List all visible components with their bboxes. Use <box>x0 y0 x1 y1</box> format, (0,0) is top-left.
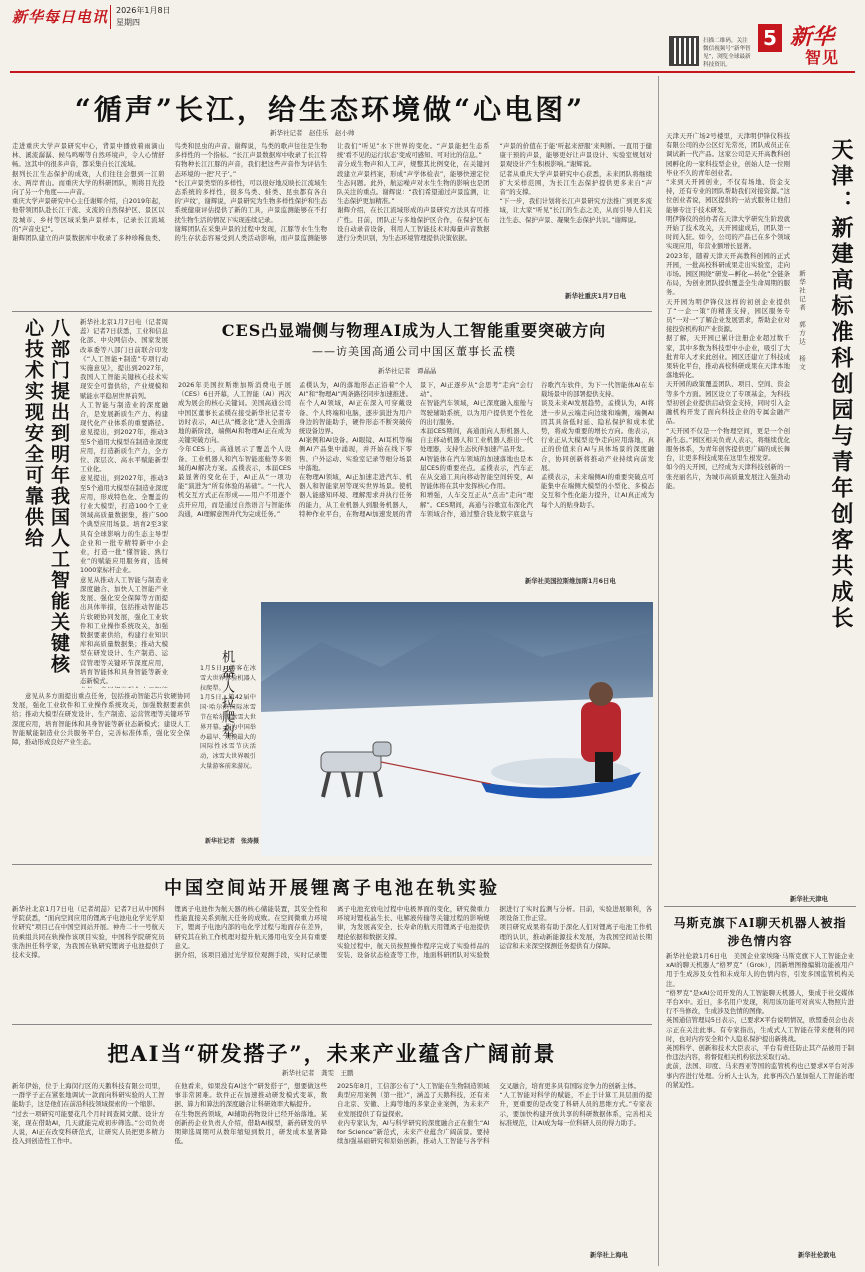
ai-dateline: 新华社上海电 <box>590 1252 628 1259</box>
divider <box>12 311 652 312</box>
section-name: 智见 <box>805 48 840 67</box>
musk-dateline: 新华社伦敦电 <box>798 1252 836 1259</box>
tianjin-dateline: 新华社天津电 <box>790 896 828 903</box>
divider <box>12 864 652 865</box>
masthead <box>0 0 865 70</box>
policy-body: 新华社北京1月7日电（记者周蕊）记者7日获悉，工业和信息化部、中央网信办、国家发展改革委等八部门日前联合印发《“人工智能+制造”专项行动实施意见》，提出到2027年，我国人工智能关键核心技术实现安全可靠供给，产业规模和赋能水平稳居世界前列。 人工智能与制造业的深度融合，是发展新质生产力、构建现代化产业体系的重要路径。意见提出，到2027年，推动3至5个通用大模型在制造业深度应用，打造新质生产力，全方位、深层次、高水平赋能新型工业化。 意见提出，到2027年，推动3至5个通用大模型在制造业深度应用，形成特色化、全覆盖的行业大模型，打造100个工业领域高质量数据集，推广500个典型应用场景。培育2至3家具有全球影响力的生态主导型企业和一批专精特新中小企业，打造一批“懂智能、熟行业”的赋能应用服务商，选树1000家标杆企业。 意见从推动人工智能与制造业深度融合、加快人工智能产业发展、强化安全保障等方面提出具体举措，包括推动智能芯片软硬协同发展，强化工业软件和工业操作系统攻关，加强数据要素供给，构建行业知识库和高质量数据集；推动大模型在研发设计、生产制造、运营管理等关键环节深度应用，培育智能体和具身智能等新业态新模式。 <box>80 318 168 685</box>
brand-logo: 新华 <box>790 24 835 50</box>
musk-headline: 马斯克旗下AI聊天机器人被指涉色情内容 <box>673 916 847 948</box>
qr-note: 扫描二维码，关注微信视频号“新华智见”，浏览全球最新科技资讯。 <box>703 38 751 68</box>
lead-body: 走进重庆大学声景研究中心，背景中播放着雨滴山林、溪流潺潺、候鸟鸣啭等自然环境声，令人心情舒畅。这其中的很多声音，都采集自长江流域。 据列长江生态保护的成效，人们往往会想到一江碧水、两岸青山。而重庆大学的科研团队，则将目光投向了另一个角度——声音。 重庆大学声景研究中心主任谢辉介绍，自2019年起，他带领团队赴长江干流、支流的自然保护区、景区以及城市、乡村等区域采集声景样本，记录长江流域的“声音史记”。 谢辉团队建立的声景数据库中收录了多种珍稀鱼类、鸟类和昆虫的声音。谢辉说，鸟类的歌声往往是生物多样性的一个指标。“长江声景数据库中收录了长江特有物种长江江豚的声音，我们把这些声音作为评估生态环境的一把‘尺子’。” “长江声景类型的多样性，可以很好地反映长江流域生态系统的多样性，很多鸟类、蛙类、昆虫都有各自的‘声纹’，谢辉说，声景研究为生物多样性保护和生态系统健康评估提供了新的工具，声景监测能够在不打扰生物生活的情况下实现连续记录。 谢辉团队在采集声景的过程中发现，江豚等水生生物的生存状态容易受到人类活动影响，而声景监测能够让我们“听见”水下世界的变化。“声景能把生态系统‘看不见的运行状态’变成可感知、可对比的信息。” 音分成生物声和人工声，规整其比例变化，在关键河段建立声景档案，形成“声学体检表”，能够快速定位生态问题。此外，航运噪声对水生生物的影响也是团队关注的重点。谢辉说：“我们希望通过声景监测，让生态保护更加精准。” 谢辉介绍，在长江流域形成的声景研究方法具有可推广性。目前，团队正与多地保护区合作，在保护区布设自动录音设备，利用人工智能技术对海量声音数据进行分类识别，为生态环境管理提供决策依据。 “声景的价值在于能‘听起来舒服’来判断。一直用于健康干预的声景，能够更好让声景设计、实验室规划对景观设计产生积极影响。”谢辉说。 记者从重庆大学声景研究中心获悉，未来团队将继续扩大采样范围，为长江生态保护提供更多来自“声音”的支撑。 “下一步，我们计划将长江声景研究方法推广到更多流域，让大家“听见”长江的生态之美，从而引导人们关注生态、保护声景、凝聚生态保护共识。”谢辉说。 <box>12 142 652 243</box>
issue-weekday: 星期四 <box>116 18 140 27</box>
ces-headline: CES凸显端侧与物理AI成为人工智能重要突破方向 <box>221 321 607 340</box>
ai-byline: 新华社记者 龚雯 王鹏 <box>282 1069 354 1077</box>
divider <box>12 1024 652 1025</box>
robot-sled-photo <box>261 602 653 856</box>
photo-caption: 1月5日，游客在冰雪大世界体验机器人拉爬犁。 1月5日，第42届中国·哈尔滨国际冰雪节在哈尔滨冰雪大世界开幕。作为中国举办最早、规模最大的国际性冰雪节庆活动，冰雪大世界吸引大量游客前来游玩。 <box>200 665 256 770</box>
qr-code <box>669 36 699 66</box>
divider <box>664 906 856 907</box>
ces-body: 2026年美国拉斯维加斯消费电子展（CES）6日开幕，人工智能（AI）再次成为展会的核心关键词。美国高通公司中国区董事长孟樸在接受新华社记者专访时表示，AI已从“概念化”进入全面落地的新阶段，端侧AI和物理AI正在成为关键突破方向。 今年CES上，高通展示了覆盖个人设备、工业机器人和汽车智能座舱等多领域的AI解决方案。孟樸表示，本届CES最显著的变化在于，AI正从“一项功能”演进为“所有体验的基础”。“一代人机交互方式正在形成——用户不用逐个点开应用，而是通过自然语言与智能体沟通，AI理解意图并代为完成任务。” 孟樸认为，AI的落地形态正沿着“个人AI”和“物理AI”两条路径同步加速推进。在个人AI领域，AI正在深入可穿戴设备、个人终端和电脑，逐步演进为用户身边的智能助手，硬件形态不断突破传统设备边界。 AI案例和AI设备。AI眼镜、AI耳机等端侧AI产品集中涌现，并开始在线下零售、户外运动、实验室记录等细分场景中落地。 在物理AI领域，AI正加速走进汽车、机器人和智能家居等现实世界场景。使机器人能感知环境、理解需求并执行任务的能力，从工业机器人到服务机器人，特种作业平台，在物理AI加速发展的背景下，AI正逐步从“会思考”走向“会行动”。 在智能汽车领域，AI已深度融入座舱与驾驶辅助系统，以为用户提供更个性化的出行服务。 本届CES期间，高通面向人形机器人、自主移动机器人和工业机器人推出一代处理器，支持生态伙伴加速产品开发。 AI智能体在汽车领域的加速落地也是本届CES的重要亮点。孟樸表示，汽车正在从交通工具向移动智能空间转变，AI智能体将在其中发挥核心作用。 和增强，人车交互正从“点击”走向“理解”。CES期间，高通与谷歌宣布深化汽车领域合作，通过整合骁龙数字底盘与谷歌汽车软件，为下一代智能体AI在车载场景中的部署提供支持。 谈及未来AI发展趋势，孟樸认为，AI将进一步从云端走向边缘和端侧，端侧AI因其具备低时延、隐私保护和成本优势，将成为重要的增长方向。他表示，行业正从大模型竞争走向应用落地，真正的价值来自AI与具体场景的深度融合，协同创新将推动产业持续向前发展。 孟樸表示，未来端侧AI的重要突破点可能集中在端侧大模型的小型化、多模态交互和个性化能力提升，让AI真正成为每个人的贴身助手。 <box>178 381 654 518</box>
paper-name: 新华每日电讯 <box>12 8 109 26</box>
space-headline: 中国空间站开展锂离子电池在轨实验 <box>164 878 500 899</box>
policy-body-continued: 意见从多方面提出重点任务，包括推动智能芯片软硬协同发展，强化工业软件和工业操作系统攻关，加强数据要素供给；推动大模型在研发设计、生产制造、运营管理等关键环节深度应用，培育智能体和具身智能等新业态新模式；建设人工智能赋能制造业公共服务平台，完善标准体系，强化安全保障，推动形成良好产业生态。 <box>12 692 190 747</box>
ces-subheadline: ——访美国高通公司中国区董事长孟樸 <box>312 345 516 358</box>
tianjin-byline: 新华社记者 郭方达 杨文 <box>798 270 806 372</box>
photo-tag: 机器人拉爬犁 <box>219 650 234 740</box>
masthead-rule <box>10 71 855 73</box>
ces-byline: 新华社记者 谭晶晶 <box>378 367 437 375</box>
page-number-box <box>758 24 782 52</box>
tianjin-headline: 天津：新建高标准科创园与青年创客共成长 <box>828 138 854 632</box>
policy-headline: 八部门提出到明年我国人工智能关键核心技术实现安全可靠供给 <box>22 318 70 675</box>
page-number: 5 <box>763 26 777 50</box>
photo-credit: 新华社记者 张涛摄 <box>205 838 260 845</box>
lead-byline: 新华社记者 赵佳乐 赵小帅 <box>270 129 355 137</box>
space-body: 新华社北京1月7日电（记者胡喆）记者7日从中国科学院获悉，“面向空间应用的锂离子电池电化学光学原位研究”项目已在中国空间站开展。神舟二十一号航天员乘组共同在轨操作该项目实验，中国科学院研究员张浩担任科学家，为我国在轨研究锂离子电池提供了技术支撑。 锂离子电池作为航天器的核心储能装置，其安全性和性能直接关系到航天任务的成败。在空间微重力环境下，锂离子电池内部的电化学过程与地面存在差异，研究其在轨工作机理对提升航天器用电安全具有重要意义。 据介绍，该项目通过光学原位观测手段，实时记录锂离子电池充放电过程中电极界面的变化，研究微重力环境对锂枝晶生长、电解液传输等关键过程的影响规律，为发展高安全、长寿命的航天用锂离子电池提供理论依据和数据支撑。 实验过程中，航天员按照操作程序完成了实验样品的安装、设备状态检查等工作，地面科研团队对实验数据进行了实时监测与分析。目前，实验进展顺利，各项设备工作正常。 项目研究成果将有助于深化人们对锂离子电池工作机理的认识，推动新能源技术发展，为我国空间站长期运营和未来深空探测任务提供有力保障。 <box>12 905 652 960</box>
masthead-divider <box>110 5 111 29</box>
ces-dateline: 新华社美国拉斯维加斯1月6日电 <box>525 578 616 585</box>
ai-headline: 把AI当“研发搭子”，未来产业蕴含广阔前景 <box>107 1041 557 1066</box>
ai-body: 新年伊始，位于上海闵行区的天鹅科技有限公司里，一群学子正在紧张地调试一款面向科研实验的人工智能助手，这是他们在前沿科技领域探索的一个缩影。 “过去一项研究可能要花几个月时间查阅文献、设计方案，现在借助AI，几天就能完成初步筛选。”公司负责人说，AI正在改变科研范式，让研究人员把更多精力投入到创造性工作中。 在他看来，如果没有AI这个“研发搭子”，想要做这些事非常困难。软件正在加速推动研发模式变革，数据、算力和算法的深度融合让科研效率大幅提升。 在生物医药领域，AI辅助药物设计已经开始落地。某创新药企业负责人介绍，借助AI模型，新药研发的早期筛选周期可从数年缩短到数月，研发成本显著降低。 2025年8月，工信部公布了“人工智能在生物制造领域典型应用案例（第一批）”，涵盖了天鹅科技，还有来自北京、安徽、上海等地的多家企业案例，为未来产业发展提供了有益探索。 业内专家认为，AI与科学研究的深度融合正在催生“AI for Science”新范式，未来产业蕴含广阔前景。要持续加强基础研究和原始创新，推动人工智能与各学科交叉融合，培育更多具有国际竞争力的创新主体。 “人工智能对科学的赋能，不止于计算工具层面的提升，更重要的是改变了科研人员的思维方式。”专家表示，要加快构建开放共享的科研数据体系，完善相关标准规范，让AI成为每一位科研人员的得力助手。 <box>12 1082 652 1146</box>
photo-scene <box>261 602 653 856</box>
lead-dateline: 新华社重庆1月7日电 <box>565 292 627 300</box>
tianjin-body: 天津天开广场2号楼里，天津明伊锋仪科技有限公司的办公区灯光常亮，团队成员正在调试新一代产品。这家公司是天开高教科创园孵化的一家科技型企业，创始人是一位刚毕业不久的青年创业者。 “来到天开园创业，不仅有场地、资金支持，还有专业的团队帮助我们对接资源。”这位创业者说，园区提供的一站式服务让他们能够专注于技术研发。 明伊锋仪的创办者在天津大学研究生阶段就开始了技术攻关，天开园建成后，团队第一时间入驻。如今，公司的产品已在多个领域实现应用，年营业额增长显著。 2023年，随着天津天开高教科创园的正式开园，一批高校科研成果走出实验室，走向市场。园区围绕“研发—孵化—转化”全链条布局，为创业团队提供覆盖全生命周期的服务。 天开园为明伊锋仪这样的初创企业提供了“一企一策”的精准支持，园区服务专员“一对一”了解企业发展需求，帮助企业对接投资机构和产业资源。 据了解，天开园已累计注册企业超过数千家，其中多数为科技型中小企业，吸引了大批青年人才来此创业。园区还建立了科技成果转化平台，推动高校科研成果在天津本地落地转化。 天开园的政策覆盖团队、项目、空间、资金等多个方面。园区设立了专项基金，为科技型初创企业提供启动资金支持，同时引入金融机构开发了面向科技企业的专属金融产品。 “天开园不仅是一个物理空间，更是一个创新生态。”园区相关负责人表示，将继续优化服务体系，为青年创客提供更广阔的成长舞台，让更多科技成果在这里生根发芽。 如今的天开园，已经成为天津科技创新的一张亮丽名片，为城市高质量发展注入强劲动能。 <box>666 132 790 490</box>
column-divider <box>658 76 659 1266</box>
musk-body: 新华社伦敦1月6日电 美国企业家埃隆·马斯克旗下人工智能企业xAI的聊天机器人“格罗克”（Grok），因新增图像编辑功能被用户用于生成涉及女性和未成年人的色情内容，引发多国监管机构关注。 “格罗克”是xAI公司开发的人工智能聊天机器人，集成于社交媒体平台X中。近日，多名用户发现，利用该功能可对真实人物照片进行不当修改，生成涉及色情的图像。 英国通信管理局5日表示，已要求X平台说明情况，欧盟委员会也表示正在关注此事。有专家指出，生成式人工智能在带来便利的同时，也对内容安全和个人隐私保护提出新挑战。 英国科学、创新和技术大臣表示，平台有责任防止其产品被用于制作违法内容，将督促相关机构依法采取行动。 此前，法国、印度、马来西亚等国的监管机构也已要求X平台对涉事内容进行处理。分析人士认为，此事再次凸显加强人工智能治理的紧迫性。 <box>666 952 854 1089</box>
lead-headline: “循声”长江，给生态环境做“心电图” <box>74 93 586 126</box>
issue-date: 2026年1月8日 <box>116 6 171 15</box>
